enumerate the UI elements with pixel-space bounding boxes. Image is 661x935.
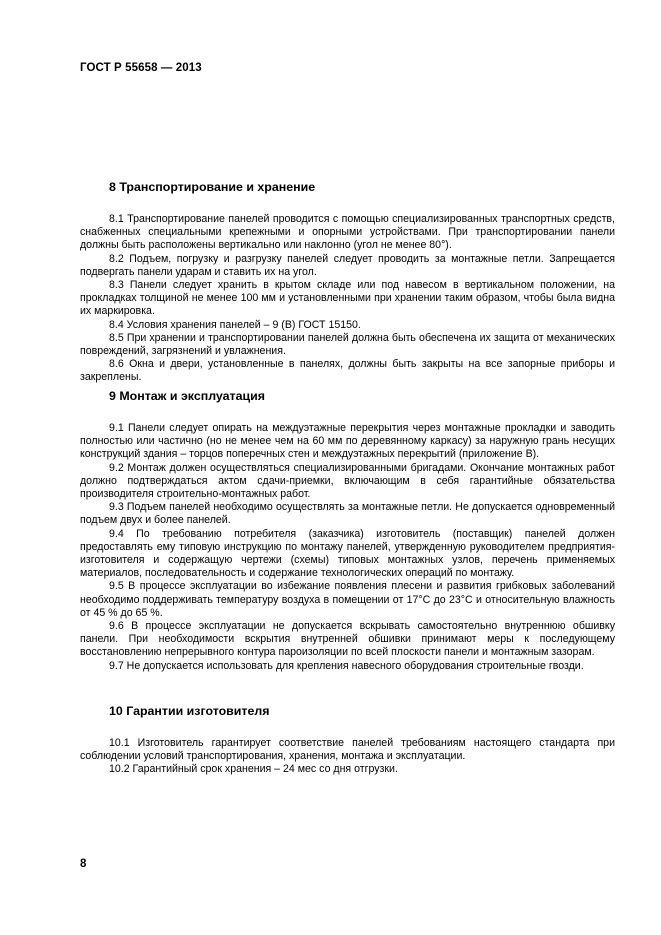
paragraph-8-6: 8.6 Окна и двери, установленные в панелях, должны быть закрыты на все запорные приборы и закреплены.	[80, 358, 615, 384]
paragraph-9-3: 9.3 Подъем панелей необходимо осуществлять за монтажные петли. Не допускается одновременный подъем двух и более панелей.	[80, 501, 615, 527]
paragraph-9-4: 9.4 По требованию потребителя (заказчика) изготовитель (поставщик) панелей должен предоставлять ему типовую инструкцию по монтажу панелей, утвержденную руководителем предприятия-изготовителя и содержащую чертежи (схемы) типовых монтажных узлов, перечень применяемых материалов, последовательность и содержание технологических операций по монтажу.	[80, 527, 615, 580]
paragraph-8-1: 8.1 Транспортирование панелей проводится с помощью специализированных транспортных средств, снабженных специальными крепежными и опорными устройствами. При транспортировании панели должны быть расположены вертикально или наклонно (угол не менее 80°).	[80, 213, 615, 252]
paragraph-9-6: 9.6 В процессе эксплуатации не допускается вскрывать самостоятельно внутреннюю обшивку панели. При необходимости вскрытия внутренней обшивки принимают меры к последующему восстановлению непрерывного контура пароизоляции по всей плоскости панели и монтажным зазорам.	[80, 620, 615, 659]
section-transport-storage	[80, 180, 615, 385]
section-title: 8 Транспортирование и хранение	[109, 180, 316, 194]
paragraph-10-2: 10.2 Гарантийный срок хранения – 24 мес со дня отгрузки.	[109, 763, 398, 776]
paragraph-8-4: 8.4 Условия хранения панелей – 9 (В) ГОСТ 15150.	[109, 318, 361, 331]
document-header: ГОСТ Р 55658 — 2013	[80, 62, 202, 74]
section-manufacturer-warranty	[80, 704, 615, 777]
paragraph-8-3: 8.3 Панели следует хранить в крытом складе или под навесом в вертикальном положении, на прокладках толщиной не менее 100 мм и установленными при хранении таким образом, чтобы была видна их маркировка.	[80, 279, 615, 318]
paragraph-10-1: 10.1 Изготовитель гарантирует соответствие панелей требованиям настоящего стандарта при соблюдении условий транспортирования, хранения, монтажа и эксплуатации.	[80, 737, 615, 763]
paragraph-8-5: 8.5 При хранении и транспортировании панелей должна быть обеспечена их защита от механических повреждений, загрязнений и увлажнения.	[80, 331, 615, 358]
section-title: 10 Гарантии изготовителя	[109, 704, 270, 718]
paragraph-8-2: 8.2 Подъем, погрузку и разгрузку панелей следует проводить за монтажные петли. Запрещается подвергать панели ударам и ставить их на угол.	[80, 252, 615, 278]
paragraph-9-5: 9.5 В процессе эксплуатации во избежание появления плесени и развития грибковых заболеваний необходимо поддерживать температуру воздуха в помещении от 17°C до 23°C и относительную влажность от 45 % до 65 %.	[80, 580, 615, 619]
paragraph-9-1: 9.1 Панели следует опирать на междуэтажные перекрытия через монтажные прокладки и заводить полностью или частично (но не менее чем на 60 мм по деревянному каркасу) за наружную грань несущих конструкций здания – торцов поперечных стен и междуэтажных перекрытий (приложение В).	[80, 422, 615, 461]
paragraph-9-2: 9.2 Монтаж должен осуществляться специализированными бригадами. Окончание монтажных работ должно подтверждаться актом сдачи-приемки, включающим в себя гарантийные обязательства производителя строительно-монтажных работ.	[80, 461, 615, 501]
section-installation-operation	[80, 389, 615, 673]
page-number: 8	[80, 858, 87, 870]
section-title: 9 Монтаж и эксплуатация	[109, 389, 265, 403]
paragraph-9-7: 9.7 Не допускается использовать для крепления навесного оборудования строительные гвозди.	[109, 659, 584, 672]
